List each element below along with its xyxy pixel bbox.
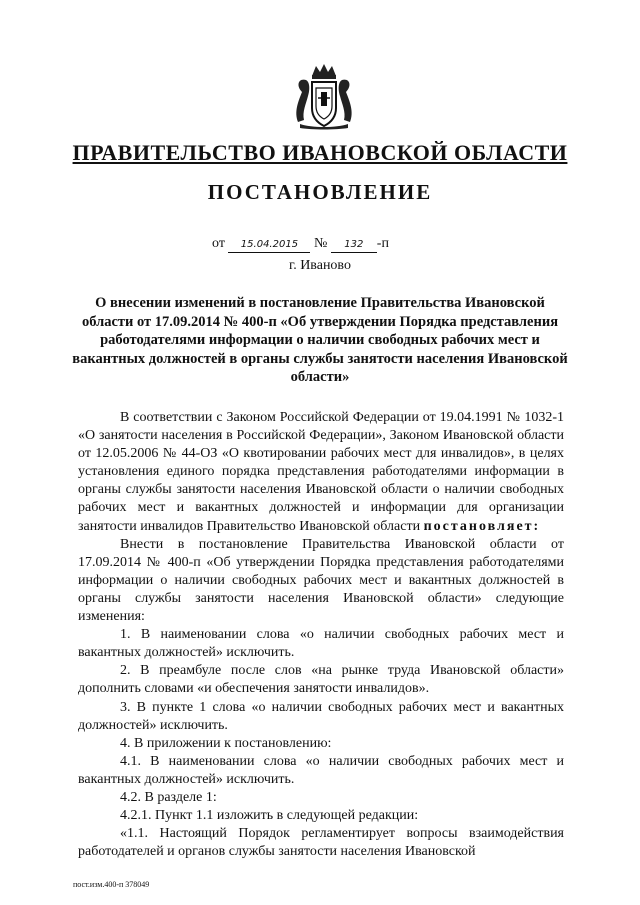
quoted-paragraph: «1.1. Настоящий Порядок регламентирует вопросы взаимодействия работодателей и органов службы занятости населения Ивановской [78,826,564,860]
number-suffix: -п [376,236,389,251]
item-2: 2. В преамбуле после слов «на рынке труда Ивановской области» дополнить словами «и обеспечения занятости инвалидов». [78,663,564,697]
coat-of-arms-icon [292,62,356,130]
date-value: 15.04.2015 [228,238,310,253]
preamble-text: В соответствии с Законом Российской Федерации от 19.04.1991 № 1032-1 «О занятости населения в Российской Федерации», Законом Ивановской области от 12.05.2006 № 44-ОЗ «О квотировании рабочих мест для инвалидов», в целях установления единого порядка представления работодателями информации в органы службы занятости населения Ивановской области о наличии свободных рабочих мест и вакантных должностей и информации для организации занятости инвалидов Правительство Ивановской области [78,410,564,534]
item-4-1: 4.1. В наименовании слова «о наличии свободных рабочих мест и вакантных должностей» исключить. [78,753,564,787]
item-4: 4. В приложении к постановлению: [120,735,332,751]
preamble-paragraph [78,409,564,536]
number-sign: № [313,236,328,251]
city: г. Иваново [289,258,351,273]
document-subject: О внесении изменений в постановление Правительства Ивановской области от 17.09.2014 № 400-п «Об утверждении Порядка представления работодателями информации о наличии свободных рабочих мест и вакантных должностей в органы службы занятости населения Ивановской области» [72,295,568,385]
footer-code: пост.изм.400-п 378049 [73,880,150,889]
date-prefix: от [212,236,225,251]
date-number-line [212,236,389,253]
document-type: ПОСТАНОВЛЕНИЕ [207,180,433,204]
document-body [78,409,564,861]
item-4-2-1: 4.2.1. Пункт 1.1 изложить в следующей редакции: [120,808,419,824]
item-1: 1. В наименовании слова «о наличии свободных рабочих мест и вакантных должностей» исключить. [78,627,564,661]
decree-word: постановляет: [423,518,541,534]
item-3: 3. В пункте 1 слова «о наличии свободных рабочих мест и вакантных должностей» исключить. [78,699,564,733]
number-value: 132 [331,238,377,253]
government-title: ПРАВИТЕЛЬСТВО ИВАНОВСКОЙ ОБЛАСТИ [72,140,568,165]
item-4-2: 4.2. В разделе 1: [120,789,217,805]
intro-paragraph: Внести в постановление Правительства Ивановской области от 17.09.2014 № 400-п «Об утверждении Порядка представления работодателями информации о наличии свободных рабочих мест и вакантных должностей в органы службы занятости населения Ивановской области» следующие изменения: [78,536,564,625]
